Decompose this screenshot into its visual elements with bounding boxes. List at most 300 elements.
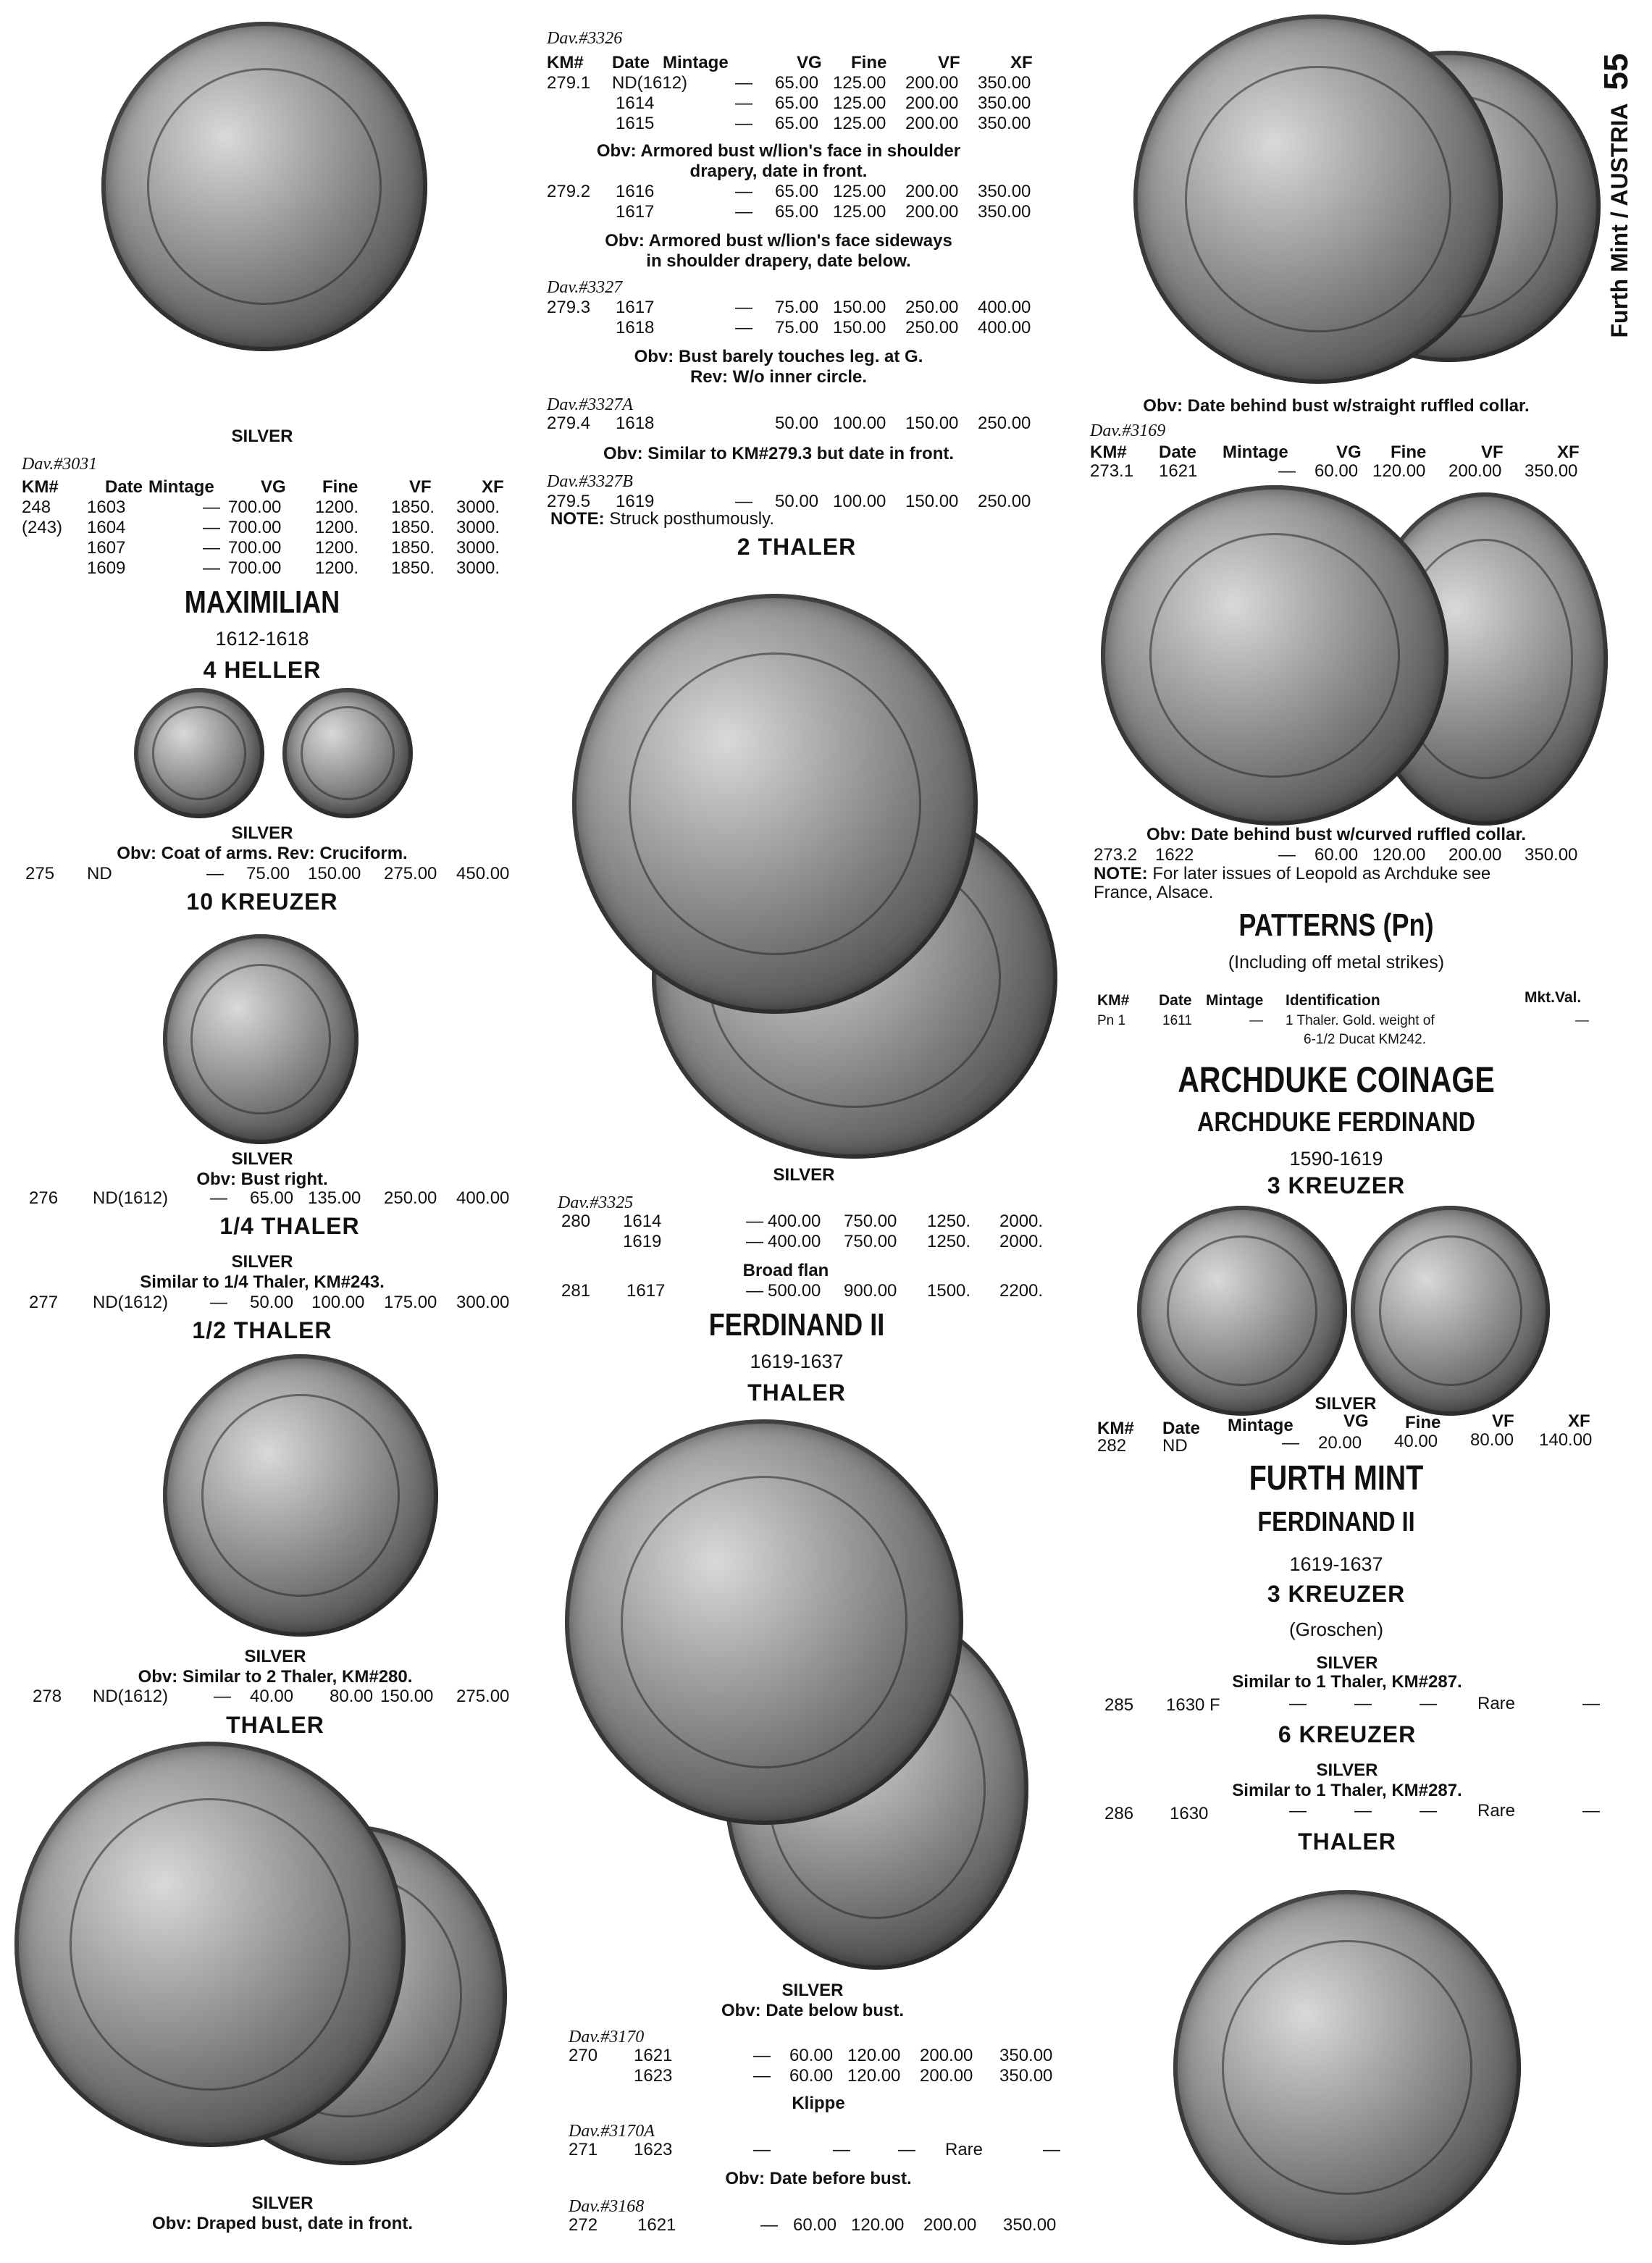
cell-xf: 450.00 bbox=[456, 864, 510, 883]
cell-xf: 350.00 bbox=[978, 73, 1031, 93]
cell-km: 279.2 bbox=[547, 182, 591, 201]
col-date: Date bbox=[1162, 1419, 1201, 1438]
cell-date: 1619 bbox=[616, 492, 655, 511]
cell-km: 277 bbox=[29, 1293, 59, 1312]
cell-vg: 700.00 bbox=[228, 538, 282, 558]
col-date: Date bbox=[612, 53, 650, 72]
cell-fine: 125.00 bbox=[833, 182, 886, 201]
cell-mintage: — bbox=[206, 864, 224, 883]
cell-vf: 200.00 bbox=[1448, 845, 1502, 865]
col-mintage: Mintage bbox=[1223, 442, 1288, 462]
cell-vf: 250.00 bbox=[905, 318, 959, 337]
col-km: KM# bbox=[1097, 1419, 1134, 1438]
cell-vf: 1500. bbox=[927, 1281, 971, 1301]
cell-xf: 350.00 bbox=[999, 2066, 1053, 2086]
col-market-value: Mkt.Val. bbox=[1525, 989, 1582, 1006]
cell-mintage: — bbox=[210, 1188, 227, 1208]
cell-market-value: — bbox=[1575, 1013, 1589, 1028]
denomination-subheading: (Groschen) bbox=[1288, 1618, 1384, 1640]
coin-image-4-heller-obverse bbox=[134, 688, 264, 818]
cell-date: 1622 bbox=[1155, 845, 1194, 865]
cell-date: 1630 F bbox=[1166, 1695, 1220, 1715]
col-vg: VG bbox=[261, 477, 286, 497]
cell-xf: 2000. bbox=[999, 1232, 1044, 1251]
cell-vg: 65.00 bbox=[775, 202, 819, 222]
cell-vg: 65.00 bbox=[775, 93, 819, 113]
cell-fine: 120.00 bbox=[851, 2215, 905, 2235]
cell-vg: 65.00 bbox=[775, 182, 819, 201]
cell-vf: 150.00 bbox=[380, 1687, 434, 1706]
cell-fine: — bbox=[898, 2140, 915, 2159]
cell-vf: 1850. bbox=[391, 538, 435, 558]
coin-image-273-2-obverse bbox=[1101, 485, 1448, 826]
cell-fine: 80.00 bbox=[330, 1687, 374, 1706]
page-number: 55 bbox=[1597, 53, 1635, 91]
cell-date: ND(1612) bbox=[93, 1293, 169, 1312]
cell-mintage: — bbox=[1278, 461, 1296, 481]
cell-fine: 120.00 bbox=[847, 2066, 901, 2086]
coin-description: Obv: Coat of arms. Rev: Cruciform. bbox=[117, 844, 408, 863]
cell-vg: 700.00 bbox=[228, 558, 282, 578]
metal-label: SILVER bbox=[1315, 1394, 1377, 1414]
cell-mintage: — bbox=[203, 538, 220, 558]
col-fine: Fine bbox=[1405, 1413, 1441, 1432]
cell-date: 1615 bbox=[616, 114, 655, 133]
coin-description: in shoulder drapery, date below. bbox=[646, 251, 911, 271]
metal-label: SILVER bbox=[1316, 1760, 1378, 1780]
cell-mintage: — bbox=[735, 298, 752, 317]
cell-date: 1607 bbox=[87, 538, 126, 558]
cell-vg: 500.00 bbox=[768, 1281, 821, 1301]
cell-mintage: — bbox=[735, 114, 752, 133]
cell-mintage: — bbox=[1249, 1013, 1263, 1028]
dav-ref: Dav.#3326 bbox=[547, 29, 623, 48]
cell-fine: 100.00 bbox=[311, 1293, 365, 1312]
coin-description: Similar to 1 Thaler, KM#287. bbox=[1232, 1781, 1462, 1800]
cell-date: 1617 bbox=[626, 1281, 666, 1301]
col-vg: VG bbox=[1336, 442, 1362, 462]
cell-fine: 125.00 bbox=[833, 202, 886, 222]
cell-vg: 65.00 bbox=[775, 73, 819, 93]
denomination-heading: 3 KREUZER bbox=[1267, 1172, 1406, 1198]
cell-km: 273.2 bbox=[1094, 845, 1138, 865]
denomination-heading: THALER bbox=[747, 1380, 846, 1406]
cell-xf: 250.00 bbox=[978, 492, 1031, 511]
cell-fine: 120.00 bbox=[1372, 845, 1426, 865]
cell-vg: — bbox=[833, 2140, 850, 2159]
cell-mintage: — bbox=[746, 1212, 763, 1231]
cell-date: 1621 bbox=[634, 2046, 673, 2065]
cell-xf: 3000. bbox=[456, 558, 500, 578]
cell-vf: 200.00 bbox=[905, 114, 959, 133]
cell-xf: — bbox=[1043, 2140, 1060, 2159]
denomination-heading: 2 THALER bbox=[737, 534, 857, 560]
cell-date: 1609 bbox=[87, 558, 126, 578]
cell-mintage: — bbox=[753, 2046, 771, 2065]
coin-description: Obv: Armored bust w/lion's face in shoulder bbox=[596, 141, 961, 161]
cell-xf: — bbox=[1582, 1694, 1600, 1713]
cell-xf: 400.00 bbox=[978, 298, 1031, 317]
denomination-heading: 10 KREUZER bbox=[186, 889, 338, 915]
cell-xf: 250.00 bbox=[978, 413, 1031, 433]
cell-vg: 75.00 bbox=[775, 318, 819, 337]
cell-mintage: — bbox=[203, 518, 220, 537]
cell-fine: 125.00 bbox=[833, 73, 886, 93]
cell-fine: 1200. bbox=[315, 497, 359, 517]
coin-image-thaler-287 bbox=[1173, 1890, 1521, 2245]
cell-vf: 200.00 bbox=[905, 73, 959, 93]
coin-description: Obv: Date behind bust w/curved ruffled collar. bbox=[1146, 825, 1527, 844]
cell-vf: 200.00 bbox=[920, 2066, 973, 2086]
col-date: Date bbox=[1159, 442, 1197, 462]
ruler-heading: FERDINAND II bbox=[708, 1307, 885, 1343]
cell-mintage: — bbox=[1282, 1433, 1299, 1453]
metal-label: SILVER bbox=[1316, 1653, 1378, 1673]
cell-xf: 140.00 bbox=[1539, 1430, 1593, 1450]
cell-km: 270 bbox=[569, 2046, 598, 2065]
cell-date: ND bbox=[87, 864, 112, 883]
cell-mintage: — bbox=[214, 1687, 231, 1706]
cell-date: ND(1612) bbox=[93, 1188, 169, 1208]
cell-xf: 350.00 bbox=[1525, 845, 1578, 865]
cell-fine: 120.00 bbox=[1372, 461, 1426, 481]
cell-xf: 3000. bbox=[456, 497, 500, 517]
cell-fine: 150.00 bbox=[308, 864, 361, 883]
section-heading: FURTH MINT bbox=[1249, 1459, 1424, 1498]
coin-image-half-thaler bbox=[163, 1354, 438, 1637]
cell-date: 1611 bbox=[1162, 1013, 1192, 1028]
cell-identification: 6-1/2 Ducat KM242. bbox=[1304, 1032, 1426, 1047]
coin-image-273-1-obverse bbox=[1133, 14, 1503, 384]
cell-date: ND(1612) bbox=[93, 1687, 169, 1706]
cell-vg: 60.00 bbox=[789, 2066, 834, 2086]
col-fine: Fine bbox=[851, 53, 887, 72]
cell-mintage: — bbox=[735, 182, 752, 201]
cell-xf: 350.00 bbox=[978, 202, 1031, 222]
ruler-years: 1619-1637 bbox=[1289, 1553, 1383, 1575]
section-heading: PATTERNS (Pn) bbox=[1238, 907, 1434, 943]
cell-vg: 400.00 bbox=[768, 1212, 821, 1231]
note-text: For later issues of Leopold as Archduke see bbox=[1152, 864, 1491, 883]
cell-vf: 1250. bbox=[927, 1212, 971, 1231]
cell-xf: 350.00 bbox=[999, 2046, 1053, 2065]
cell-km: 248 bbox=[22, 497, 51, 517]
cell-date: ND(1612) bbox=[612, 73, 688, 93]
denomination-heading: 6 KREUZER bbox=[1278, 1721, 1417, 1747]
cell-date: 1630 bbox=[1170, 1804, 1209, 1823]
col-xf: XF bbox=[482, 477, 504, 497]
dav-ref: Dav.#3325 bbox=[558, 1193, 634, 1212]
col-fine: Fine bbox=[1391, 442, 1427, 462]
dav-ref: Dav.#3168 bbox=[569, 2197, 645, 2216]
cell-fine: 900.00 bbox=[844, 1281, 897, 1301]
cell-mintage: — bbox=[753, 2066, 771, 2086]
col-vf: VF bbox=[409, 477, 432, 497]
cell-vg: 50.00 bbox=[250, 1293, 294, 1312]
coin-description: Similar to 1 Thaler, KM#287. bbox=[1232, 1672, 1462, 1692]
cell-km: 286 bbox=[1104, 1804, 1134, 1823]
cell-fine: 750.00 bbox=[844, 1232, 897, 1251]
col-date: Date bbox=[105, 477, 143, 497]
col-vf: VF bbox=[1492, 1411, 1514, 1431]
cell-fine: 120.00 bbox=[847, 2046, 901, 2065]
metal-label: SILVER bbox=[781, 1981, 844, 2000]
cell-vf: Rare bbox=[1477, 1801, 1516, 1821]
coin-description: Obv: Similar to 2 Thaler, KM#280. bbox=[138, 1667, 413, 1687]
note bbox=[1094, 865, 1490, 883]
cell-date: 1617 bbox=[616, 202, 655, 222]
col-xf: XF bbox=[1568, 1411, 1590, 1431]
cell-vg: 400.00 bbox=[768, 1232, 821, 1251]
coin-image-4-heller-reverse bbox=[282, 688, 413, 818]
cell-km: 271 bbox=[569, 2140, 598, 2159]
cell-mintage: — bbox=[735, 73, 752, 93]
cell-km: 273.1 bbox=[1090, 461, 1134, 481]
coin-description: drapery, date in front. bbox=[689, 161, 868, 181]
cell-vg: 60.00 bbox=[789, 2046, 834, 2065]
col-km: KM# bbox=[1097, 992, 1130, 1009]
cell-xf: 275.00 bbox=[456, 1687, 510, 1706]
col-date: Date bbox=[1159, 992, 1192, 1009]
cell-vf: 200.00 bbox=[923, 2215, 977, 2235]
denomination-heading: THALER bbox=[1298, 1829, 1396, 1855]
cell-vg: 60.00 bbox=[793, 2215, 837, 2235]
cell-vg: 60.00 bbox=[1315, 845, 1359, 865]
coin-image-2-thaler-obverse bbox=[572, 594, 978, 1014]
col-xf: XF bbox=[1010, 53, 1033, 72]
cell-mintage: — bbox=[1278, 845, 1296, 865]
metal-label: SILVER bbox=[231, 823, 293, 843]
coin-description: Rev: W/o inner circle. bbox=[689, 367, 868, 387]
metal-label: SILVER bbox=[231, 427, 293, 446]
cell-km: 281 bbox=[561, 1281, 591, 1301]
cell-date: 1614 bbox=[616, 93, 655, 113]
cell-km: 272 bbox=[569, 2215, 598, 2235]
coin-description: Obv: Armored bust w/lion's face sideways bbox=[605, 231, 952, 251]
coin-image-10-kreuzer bbox=[163, 934, 359, 1144]
note-label: NOTE: bbox=[550, 509, 605, 529]
coin-description: Obv: Draped bust, date in front. bbox=[151, 2214, 414, 2233]
cell-xf: 300.00 bbox=[456, 1293, 510, 1312]
cell-vf: 1250. bbox=[927, 1232, 971, 1251]
section-heading: ARCHDUKE COINAGE bbox=[1178, 1059, 1495, 1100]
cell-km: Pn 1 bbox=[1097, 1013, 1126, 1028]
cell-vf: 200.00 bbox=[905, 202, 959, 222]
cell-vf: 1850. bbox=[391, 497, 435, 517]
side-header-text bbox=[1596, 53, 1635, 337]
cell-vf: 275.00 bbox=[384, 864, 437, 883]
cell-mintage: — bbox=[1289, 1801, 1307, 1821]
cell-xf: 400.00 bbox=[978, 318, 1031, 337]
cell-vg: 75.00 bbox=[775, 298, 819, 317]
cell-mintage: — bbox=[746, 1281, 763, 1301]
dav-ref: Dav.#3169 bbox=[1090, 421, 1166, 440]
col-vf: VF bbox=[938, 53, 960, 72]
cell-vf: 200.00 bbox=[1448, 461, 1502, 481]
cell-km: (243) bbox=[22, 518, 63, 537]
coin-description: Obv: Similar to KM#279.3 but date in front. bbox=[603, 444, 955, 463]
cell-fine: 150.00 bbox=[833, 298, 886, 317]
cell-fine: 100.00 bbox=[833, 492, 886, 511]
cell-date: 1623 bbox=[634, 2066, 673, 2086]
cell-date: 1617 bbox=[616, 298, 655, 317]
cell-vg: 700.00 bbox=[228, 518, 282, 537]
cell-km: 279.4 bbox=[547, 413, 591, 433]
cell-vf: 200.00 bbox=[905, 93, 959, 113]
cell-km: 279.3 bbox=[547, 298, 591, 317]
denomination-heading: 4 HELLER bbox=[203, 657, 322, 683]
cell-vg: 40.00 bbox=[250, 1687, 294, 1706]
cell-fine: 135.00 bbox=[308, 1188, 361, 1208]
metal-label: SILVER bbox=[231, 1149, 293, 1169]
coin-image-thaler-obverse bbox=[14, 1742, 406, 2147]
cell-date: 1621 bbox=[637, 2215, 676, 2235]
denomination-heading: 3 KREUZER bbox=[1267, 1581, 1406, 1607]
cell-mintage: — bbox=[760, 2215, 778, 2235]
metal-label: SILVER bbox=[251, 2193, 314, 2213]
cell-vg: 50.00 bbox=[775, 492, 819, 511]
cell-fine: 1200. bbox=[315, 558, 359, 578]
cell-km: 279.5 bbox=[547, 492, 591, 511]
cell-fine: 125.00 bbox=[833, 114, 886, 133]
cell-mintage: — bbox=[735, 492, 752, 511]
note-label: NOTE: bbox=[1094, 864, 1148, 883]
cell-xf: 350.00 bbox=[978, 93, 1031, 113]
col-mintage: Mintage bbox=[148, 477, 214, 497]
cell-date: 1618 bbox=[616, 413, 655, 433]
col-xf: XF bbox=[1557, 442, 1580, 462]
note bbox=[550, 510, 774, 529]
metal-label: SILVER bbox=[773, 1165, 835, 1185]
col-vg: VG bbox=[1343, 1411, 1369, 1431]
cell-xf: 2200. bbox=[999, 1281, 1044, 1301]
dav-ref: Dav.#3327A bbox=[547, 395, 633, 414]
coin-image-thaler-270-obverse bbox=[565, 1419, 963, 1825]
cell-mintage: — bbox=[753, 2140, 771, 2159]
cell-vf: 150.00 bbox=[905, 413, 959, 433]
cell-identification: 1 Thaler. Gold. weight of bbox=[1286, 1013, 1435, 1028]
cell-vg: — bbox=[1354, 1801, 1372, 1821]
cell-vg: 65.00 bbox=[250, 1188, 294, 1208]
ruler-years: 1612-1618 bbox=[215, 628, 309, 650]
metal-label: SILVER bbox=[231, 1252, 293, 1272]
cell-fine: 1200. bbox=[315, 518, 359, 537]
denomination-heading: 1/4 THALER bbox=[219, 1213, 360, 1239]
cell-vf: Rare bbox=[1477, 1694, 1516, 1713]
cell-vf: 200.00 bbox=[920, 2046, 973, 2065]
col-km: KM# bbox=[22, 477, 59, 497]
cell-xf: 350.00 bbox=[978, 182, 1031, 201]
cell-mintage: — bbox=[735, 318, 752, 337]
cell-mintage: — bbox=[210, 1293, 227, 1312]
side-header bbox=[1594, 14, 1638, 377]
cell-vg: 50.00 bbox=[775, 413, 819, 433]
col-vg: VG bbox=[797, 53, 822, 72]
cell-xf: 3000. bbox=[456, 518, 500, 537]
col-identification: Identification bbox=[1286, 992, 1380, 1009]
cell-vf: 80.00 bbox=[1470, 1430, 1514, 1450]
ruler-years: 1590-1619 bbox=[1289, 1148, 1383, 1170]
note-text: France, Alsace. bbox=[1094, 883, 1214, 902]
cell-date: 1604 bbox=[87, 518, 126, 537]
cell-fine: 150.00 bbox=[833, 318, 886, 337]
col-mintage: Mintage bbox=[663, 53, 729, 72]
ruler-heading: MAXIMILIAN bbox=[184, 584, 340, 620]
coin-image-282-obverse bbox=[1137, 1206, 1347, 1416]
coin-description: Similar to 1/4 Thaler, KM#243. bbox=[140, 1272, 385, 1292]
cell-xf: — bbox=[1582, 1801, 1600, 1821]
cell-km: 278 bbox=[33, 1687, 62, 1706]
dav-ref: Dav.#3170 bbox=[569, 2028, 645, 2046]
cell-mintage: — bbox=[735, 202, 752, 222]
cell-km: 285 bbox=[1104, 1695, 1134, 1715]
cell-xf: 350.00 bbox=[978, 114, 1031, 133]
dav-ref: Dav.#3327B bbox=[547, 472, 633, 491]
cell-vg: — bbox=[1354, 1694, 1372, 1713]
denomination-heading: THALER bbox=[226, 1712, 324, 1738]
col-mintage: Mintage bbox=[1228, 1416, 1293, 1435]
cell-mintage: — bbox=[1289, 1694, 1307, 1713]
cell-vf: 250.00 bbox=[384, 1188, 437, 1208]
coin-description: Obv: Date below bust. bbox=[721, 2001, 905, 2020]
cell-vg: 75.00 bbox=[246, 864, 290, 883]
cell-vg: 20.00 bbox=[1318, 1433, 1362, 1453]
denomination-heading: 1/2 THALER bbox=[192, 1317, 332, 1343]
cell-fine: — bbox=[1420, 1801, 1437, 1821]
cell-date: 1621 bbox=[1159, 461, 1198, 481]
metal-label: SILVER bbox=[244, 1647, 306, 1666]
col-fine: Fine bbox=[322, 477, 359, 497]
cell-vf: Rare bbox=[945, 2140, 984, 2159]
variety-label: Klippe bbox=[792, 2094, 845, 2113]
coin-description: Obv: Date before bust. bbox=[725, 2169, 912, 2188]
coin-description: Obv: Date behind bust w/straight ruffled collar. bbox=[1143, 396, 1530, 416]
cell-date: 1618 bbox=[616, 318, 655, 337]
cell-mintage: — bbox=[203, 558, 220, 578]
cell-vg: 700.00 bbox=[228, 497, 282, 517]
ruler-heading: FERDINAND II bbox=[1257, 1507, 1415, 1537]
cell-date: 1619 bbox=[623, 1232, 662, 1251]
col-km: KM# bbox=[1090, 442, 1127, 462]
dav-ref: Dav.#3170A bbox=[569, 2122, 655, 2141]
cell-xf: 350.00 bbox=[1525, 461, 1578, 481]
cell-fine: 1200. bbox=[315, 538, 359, 558]
col-mintage: Mintage bbox=[1206, 992, 1264, 1009]
col-vf: VF bbox=[1481, 442, 1504, 462]
cell-xf: 350.00 bbox=[1003, 2215, 1057, 2235]
cell-vf: 1850. bbox=[391, 518, 435, 537]
coin-description: Obv: Bust right. bbox=[196, 1170, 328, 1189]
cell-vg: 65.00 bbox=[775, 114, 819, 133]
cell-km: 276 bbox=[29, 1188, 59, 1208]
ruler-years: 1619-1637 bbox=[750, 1351, 844, 1372]
cell-date: 1603 bbox=[87, 497, 126, 517]
cell-vf: 250.00 bbox=[905, 298, 959, 317]
dav-ref: Dav.#3031 bbox=[22, 455, 98, 474]
variety-label: Broad flan bbox=[742, 1261, 829, 1280]
cell-xf: 400.00 bbox=[456, 1188, 510, 1208]
cell-xf: 2000. bbox=[999, 1212, 1044, 1231]
cell-fine: 40.00 bbox=[1394, 1432, 1438, 1451]
cell-km: 280 bbox=[561, 1212, 591, 1231]
coin-image-282-reverse bbox=[1351, 1206, 1550, 1416]
cell-km: 279.1 bbox=[547, 73, 591, 93]
cell-fine: 100.00 bbox=[833, 413, 886, 433]
cell-vg: 60.00 bbox=[1315, 461, 1359, 481]
cell-vf: 200.00 bbox=[905, 182, 959, 201]
cell-date: 1614 bbox=[623, 1212, 662, 1231]
dav-ref: Dav.#3327 bbox=[547, 278, 623, 297]
